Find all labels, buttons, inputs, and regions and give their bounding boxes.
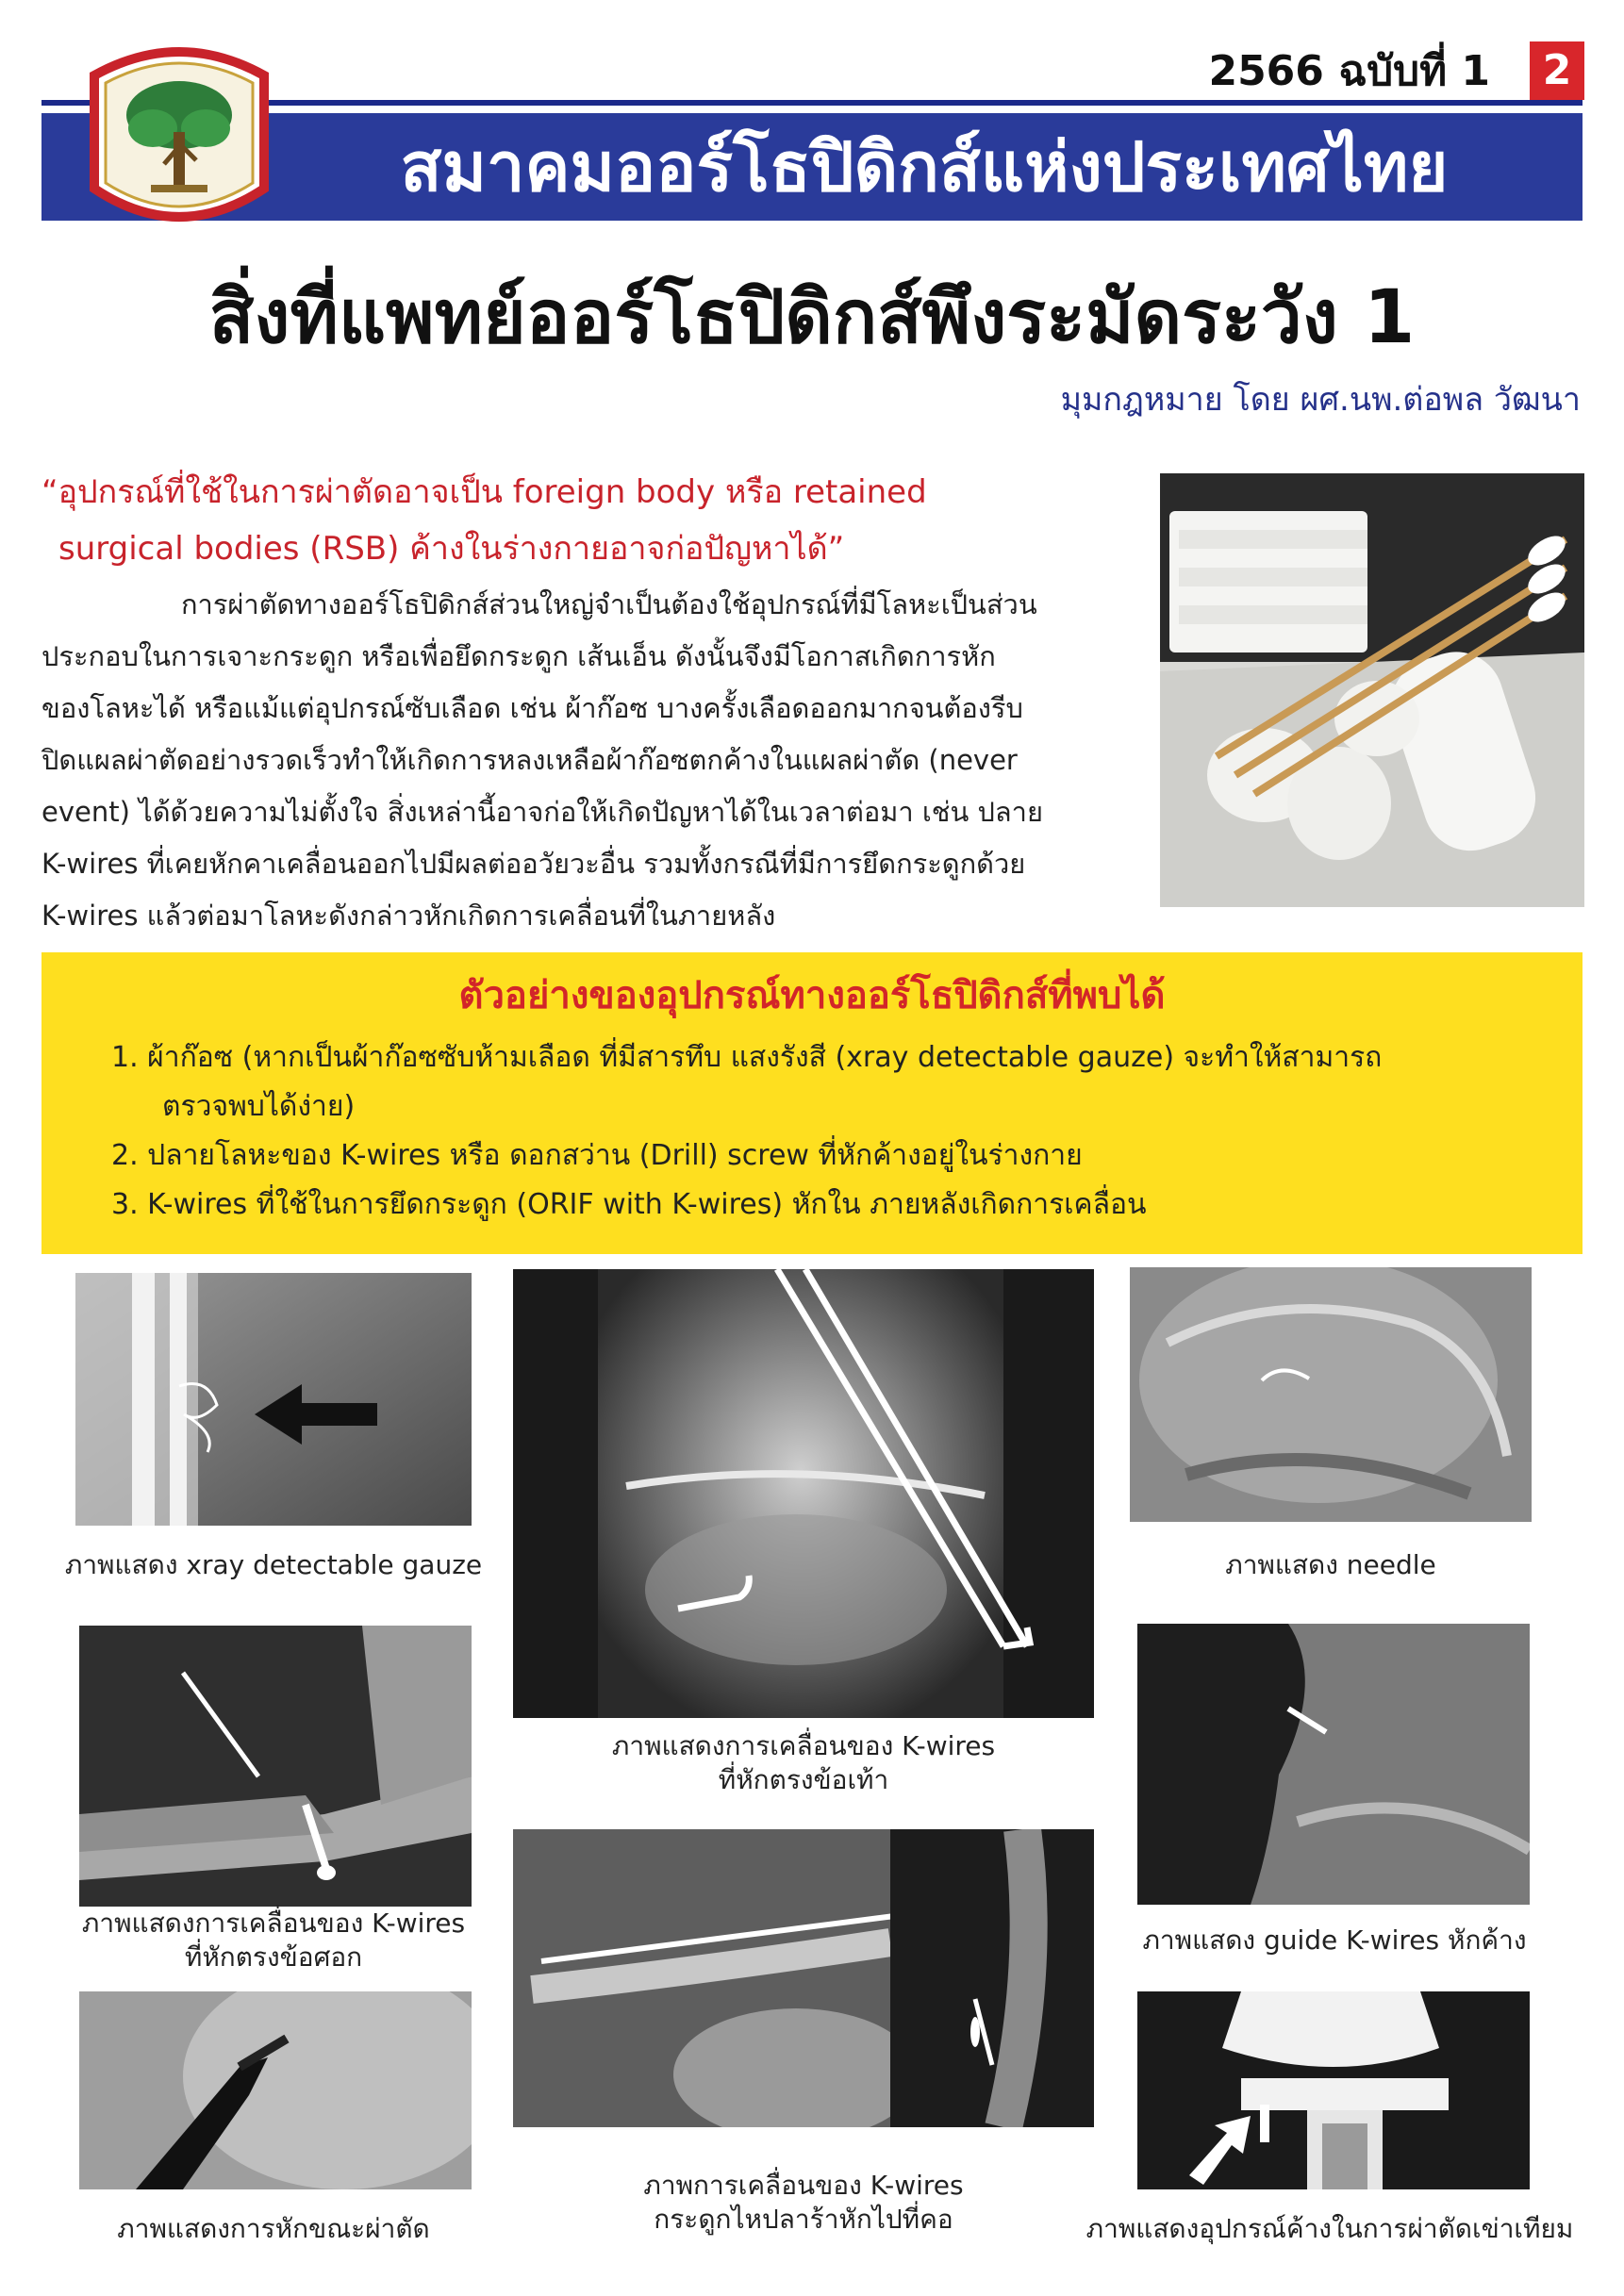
needle-xray-image [1130,1267,1532,1522]
guide-kwire-xray-image [1137,1624,1530,1905]
association-seal-tree-logo [85,38,273,232]
pull-quote-line: “อุปกรณ์ที่ใช้ในการผ่าตัดอาจเป็น foreign body หรือ retained [41,473,927,511]
figure-caption [1085,2212,1575,2246]
list-item: 3. K-wires ที่ใช้ในการยึดกระดูก (ORIF with K-wires) หักใน ภายหลังเกิดการเคลื่อน [111,1188,1147,1221]
list-item-continuation: ตรวจพบได้ง่าย) [162,1090,356,1123]
gauze-xray-image [75,1273,472,1526]
ankle-kwire-xray-image [513,1269,1094,1718]
article-body [41,579,1107,942]
examples-title: ตัวอย่างของอุปกรณ์ทางออร์โธปิดิกส์ที่พบได้ [458,974,1166,1017]
drill-break-xray-image [79,1991,472,2189]
figure-caption [57,1548,490,1582]
figure-caption [57,1907,490,1974]
pull-quote [41,464,1135,577]
body-line: การผ่าตัดทางออร์โธปิดิกส์ส่วนใหญ่จำเป็นต้องใช้อุปกรณ์ที่มีโลหะเป็นส่วน [181,588,1037,620]
gauze-and-swabs-photo [1160,473,1584,907]
caption-line: ภาพแสดง needle [1225,1549,1436,1580]
body-line: K-wires ที่เคยหักคาเคลื่อนออกไปมีผลต่ออวัยวะอื่น รวมทั้งกรณีที่มีการยึดกระดูกด้วย [41,848,1026,880]
figure-caption [57,2212,490,2246]
caption-line: ภาพการเคลื่อนของ K-wires [643,2170,964,2201]
list-item: 1. ผ้าก๊อซ (หากเป็นผ้าก๊อซซับห้ามเลือด ที่มีสารทึบ แสงรังสี (xray detectable gauze) จะทำให้สามารถ [111,1041,1383,1074]
body-line: event) ได้ด้วยความไม่ตั้งใจ สิ่งเหล่านี้อาจก่อให้เกิดปัญหาได้ในเวลาต่อมา เช่น ปลาย [41,796,1043,828]
association-name: สมาคมออร์โธปิดิกส์แห่งประเทศไทย [400,127,1449,206]
caption-line: ที่หักตรงข้อเท้า [718,1764,889,1795]
caption-line: ภาพแสดง guide K-wires หักค้าง [1142,1924,1527,1956]
article-byline: มุมกฎหมาย โดย ผศ.นพ.ต่อพล วัฒนา [1060,381,1581,419]
body-line: ของโลหะได้ หรือแม้แต่อุปกรณ์ซับเลือด เช่น ผ้าก๊อซ บางครั้งเลือดออกมากจนต้องรีบ [41,692,1023,724]
caption-line: ภาพแสดงการเคลื่อนของ K-wires [81,1908,466,1939]
clavicle-kwire-xray-image [513,1829,1094,2127]
figure-caption [1122,1924,1547,1957]
elbow-kwire-xray-image [79,1626,472,1907]
caption-line: ภาพแสดงการหักขณะผ่าตัด [117,2213,430,2244]
list-item: 2. ปลายโลหะของ K-wires หรือ ดอกสว่าน (Drill) screw ที่หักค้างอยู่ในร่างกาย [111,1139,1083,1172]
caption-line: ที่หักตรงข้อศอก [184,1941,363,1973]
issue-label: 2566 ฉบับที่ 1 [1208,47,1490,95]
caption-line: กระดูกไหปลาร้าหักไปที่คอ [654,2204,953,2235]
examples-list [111,1033,1526,1230]
caption-line: ภาพแสดงอุปกรณ์ค้างในการผ่าตัดเข่าเทียม [1085,2213,1574,2244]
body-line: ประกอบในการเจาะกระดูก หรือเพื่อยึดกระดูก เส้นเอ็น ดังนั้นจึงมีโอกาสเกิดการหัก [41,640,996,672]
page-number-badge: 2 [1530,41,1584,100]
figure-caption [513,1729,1094,1797]
pull-quote-line: surgical bodies (RSB) ค้างในร่างกายอาจก่อปัญหาได้” [58,530,845,568]
figure-caption [513,2169,1094,2237]
body-line: K-wires แล้วต่อมาโลหะดังกล่าวหักเกิดการเคลื่อนที่ในภายหลัง [41,900,776,932]
knee-arthroplasty-xray-image [1137,1991,1530,2189]
body-line: ปิดแผลผ่าตัดอย่างรวดเร็วทำให้เกิดการหลงเหลือผ้าก๊อซตกค้างในแผลผ่าตัด (never [41,744,1018,776]
caption-line: ภาพแสดงการเคลื่อนของ K-wires [611,1730,996,1761]
caption-line: ภาพแสดง xray detectable gauze [64,1549,483,1580]
figure-caption [1130,1548,1532,1582]
article-title: สิ่งที่แพทย์ออร์โธปิดิกส์พึงระมัดระวัง 1 [208,275,1416,360]
